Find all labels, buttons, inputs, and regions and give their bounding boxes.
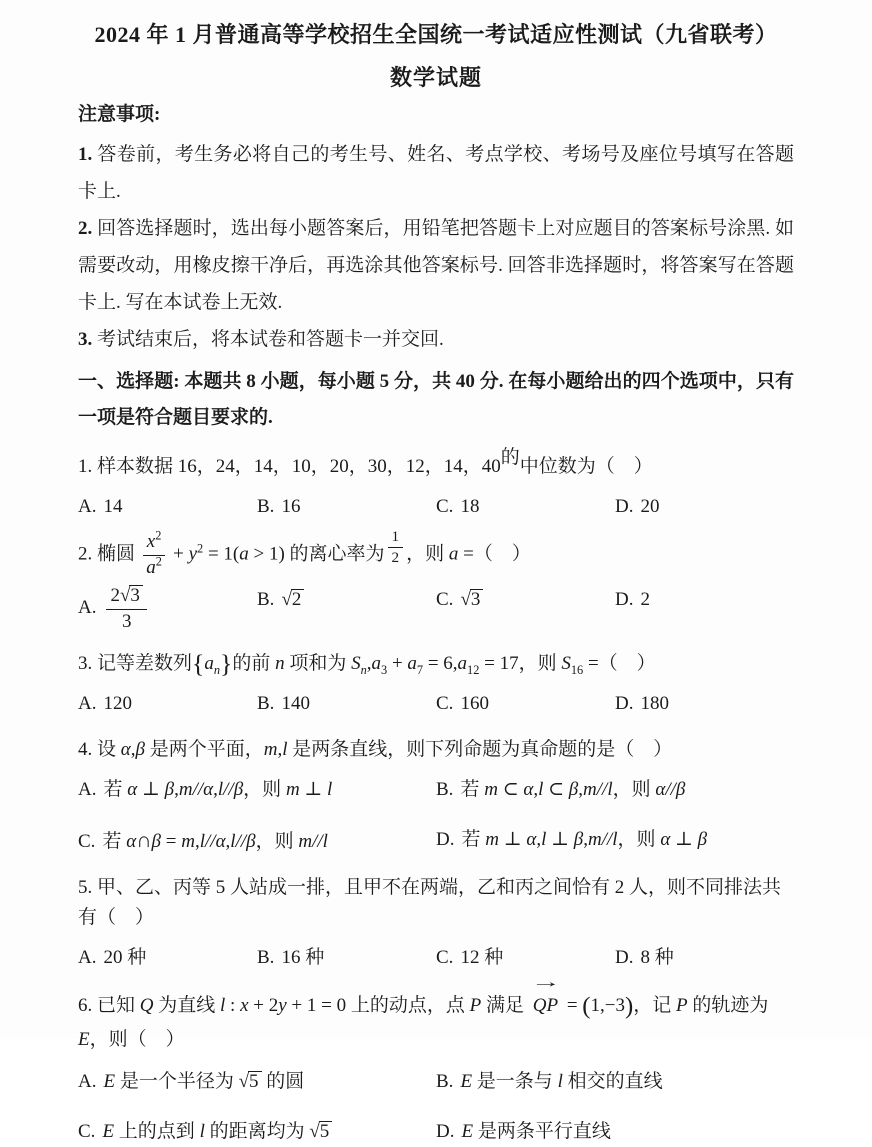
option-label: B. <box>436 1071 454 1093</box>
question-4 <box>78 735 794 857</box>
question-1-option-c <box>436 492 615 522</box>
question-3-option-c <box>436 689 615 719</box>
question-6-stem: 6. 已知 Q 为直线 l : x + 2y + 1 = 0 上的动点，点 P 满足 → QP = (1,−3)，记 P 的轨迹为 E，则（ ） <box>78 974 769 1051</box>
question-2-options <box>78 585 794 633</box>
question-6 <box>78 974 794 1147</box>
notice-heading: 注意事项: <box>78 104 161 125</box>
section-one-heading: 一、选择题: 本题共 8 小题，每小题 5 分，共 40 分. 在每小题给出的四个选项中，只有一项是符合题目要求的. <box>78 371 794 428</box>
option-text: 160 <box>460 693 489 715</box>
option-text: 12 种 <box>460 947 504 969</box>
question-1-option-a <box>78 492 257 522</box>
question-4-option-d <box>436 825 794 857</box>
option-text: 16 种 <box>281 947 325 969</box>
question-1-option-b <box>257 492 436 522</box>
question-5-option-b <box>257 943 436 973</box>
option-label: B. <box>257 947 275 969</box>
option-text: 16 <box>281 496 301 517</box>
question-2-option-c <box>436 585 615 633</box>
option-text: 18 <box>460 496 480 517</box>
question-1-stem: 1. 样本数据 16，24，14，10，20，30，12，14，40的中位数为（ ） <box>78 446 653 477</box>
option-text: 140 <box>281 693 310 715</box>
question-2-stem: 2. 椭圆 $\frac{x^2}{a^2}$ + $y^2 = 1(a > 1)$ 的离心率为 $\frac{1}{2}$ ，则 a =（ ） <box>78 528 531 578</box>
notice-item-2: 2. 回答选择题时，选出每小题答案后，用铅笔把答题卡上对应题目的答案标号涂黑. 如需要改动，用橡皮擦干净后，再选涂其他答案标号. 回答非选择题时，将答案写在答题卡上. 写在本试卷上无效. <box>78 218 794 313</box>
question-4-options <box>78 775 794 857</box>
option-label: D. <box>615 693 634 715</box>
option-label: D. <box>436 1121 455 1143</box>
option-label: C. <box>436 947 454 969</box>
option-text: $\frac{2√3}{3}$ <box>103 597 149 618</box>
question-4-stem: 4. 设 α,β 是两个平面，m,l 是两条直线，则下列命题为真命题的是（ ） <box>78 739 673 761</box>
question-3-option-d <box>615 689 794 719</box>
option-text: 若 m ⊂ α,l ⊂ β,m//l，则 α//β <box>460 779 686 801</box>
question-3-stem: 3. 记等差数列$\{a_n\}$的前 n 项和为 $S_n,a_3 + a_7 = 6,a_{12} = 17$，则 $S_{16}$ =（ ） <box>78 649 656 679</box>
option-label: D. <box>615 589 634 611</box>
question-2-option-a <box>78 585 257 633</box>
option-text: √2 <box>281 589 304 610</box>
option-text: 20 <box>640 496 660 517</box>
option-text: 若 α ⊥ β,m//α,l//β，则 m ⊥ l <box>103 779 333 801</box>
question-5-options <box>78 943 794 973</box>
question-5-option-d <box>615 943 794 973</box>
option-text: 若 α∩β = m,l//α,l//β，则 m//l <box>102 828 328 853</box>
option-text: 120 <box>103 693 132 715</box>
question-3-options <box>78 689 794 719</box>
question-6-option-c <box>78 1117 436 1147</box>
option-text: 8 种 <box>640 947 674 969</box>
option-label: A. <box>78 496 97 517</box>
option-text: E 上的点到 l 的距离均为 √5 <box>102 1121 332 1142</box>
question-6-options <box>78 1067 794 1147</box>
question-5 <box>78 873 794 973</box>
option-text: 180 <box>640 693 669 715</box>
option-label: D. <box>615 496 634 517</box>
question-4-option-a <box>78 775 436 805</box>
question-6-option-d <box>436 1117 794 1147</box>
question-4-option-b <box>436 775 794 805</box>
option-text: E 是一个半径为 √5 的圆 <box>103 1071 305 1093</box>
question-5-stem: 5. 甲、乙、丙等 5 人站成一排，且甲不在两端，乙和丙之间恰有 2 人，则不同排法共有（ ） <box>78 877 782 929</box>
question-5-option-c <box>436 943 615 973</box>
question-4-option-c <box>78 825 436 857</box>
notice-item-1: 1. 答卷前，考生务必将自己的考生号、姓名、考点学校、考场号及座位号填写在答题卡上. <box>78 144 794 202</box>
option-label: B. <box>257 589 275 611</box>
option-label: C. <box>436 496 454 517</box>
question-2-option-b <box>257 585 436 633</box>
option-label: B. <box>436 779 454 801</box>
option-label: A. <box>78 597 97 619</box>
option-label: D. <box>615 947 634 969</box>
option-text: 若 m ⊥ α,l ⊥ β,m//l，则 α ⊥ β <box>461 829 708 851</box>
question-3 <box>78 649 794 719</box>
option-text: 2 <box>640 589 650 611</box>
option-text: 20 种 <box>103 947 147 969</box>
option-label: A. <box>78 779 97 801</box>
option-label: C. <box>78 1121 96 1143</box>
notice-item-3: 3. 考试结束后，将本试卷和答题卡一并交回. <box>78 329 444 350</box>
question-2-option-d <box>615 585 794 633</box>
option-label: B. <box>257 693 275 715</box>
question-3-option-b <box>257 689 436 719</box>
option-label: D. <box>436 829 455 851</box>
option-text: E 是一条与 l 相交的直线 <box>460 1071 663 1093</box>
paper-subtitle: 数学试题 <box>389 65 482 90</box>
option-text: 14 <box>103 496 123 517</box>
question-6-option-b <box>436 1067 794 1097</box>
question-5-option-a <box>78 943 257 973</box>
option-label: C. <box>436 589 454 611</box>
option-label: C. <box>78 831 96 853</box>
question-3-option-a <box>78 689 257 719</box>
option-label: A. <box>78 1071 97 1093</box>
question-1-option-d <box>615 492 794 522</box>
option-label: C. <box>436 693 454 715</box>
option-text: √3 <box>460 589 483 610</box>
option-label: A. <box>78 693 97 715</box>
option-label: B. <box>257 496 275 517</box>
question-6-option-a <box>78 1067 436 1097</box>
question-1-options <box>78 492 794 522</box>
paper-title: 2024 年 1 月普通高等学校招生全国统一考试适应性测试（九省联考） <box>94 22 778 47</box>
option-text: E 是两条平行直线 <box>461 1121 611 1143</box>
question-1 <box>78 446 794 522</box>
question-2 <box>78 528 794 633</box>
option-label: A. <box>78 947 97 969</box>
